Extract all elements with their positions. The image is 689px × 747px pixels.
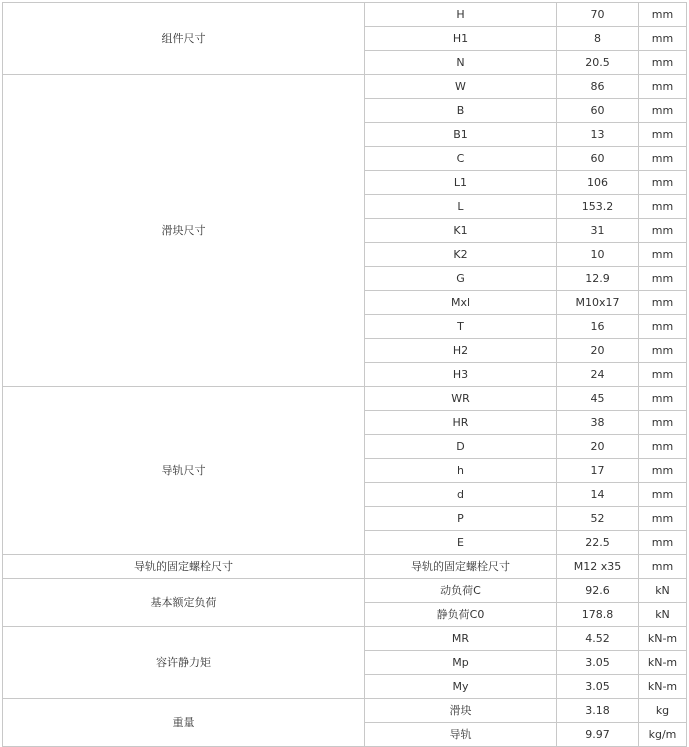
table-row xyxy=(3,579,687,603)
unit-cell: mm xyxy=(639,507,687,531)
value-cell: M10x17 xyxy=(557,291,639,315)
param-cell: B xyxy=(365,99,557,123)
table-row xyxy=(3,75,687,99)
group-label: 基本额定负荷 xyxy=(3,579,365,627)
unit-cell: mm xyxy=(639,435,687,459)
param-cell: H3 xyxy=(365,363,557,387)
unit-cell: mm xyxy=(639,555,687,579)
value-cell: 4.52 xyxy=(557,627,639,651)
param-cell: W xyxy=(365,75,557,99)
value-cell: 3.05 xyxy=(557,651,639,675)
table-row xyxy=(3,627,687,651)
param-cell: Mxl xyxy=(365,291,557,315)
param-cell: H xyxy=(365,3,557,27)
value-cell: 9.97 xyxy=(557,723,639,747)
param-cell: Mp xyxy=(365,651,557,675)
param-cell: L xyxy=(365,195,557,219)
value-cell: 52 xyxy=(557,507,639,531)
unit-cell: kN-m xyxy=(639,651,687,675)
unit-cell: mm xyxy=(639,123,687,147)
unit-cell: kN xyxy=(639,603,687,627)
unit-cell: mm xyxy=(639,267,687,291)
unit-cell: mm xyxy=(639,3,687,27)
param-cell: B1 xyxy=(365,123,557,147)
unit-cell: mm xyxy=(639,171,687,195)
value-cell: 17 xyxy=(557,459,639,483)
group-label: 重量 xyxy=(3,699,365,747)
param-cell: L1 xyxy=(365,171,557,195)
param-cell: K2 xyxy=(365,243,557,267)
param-cell: h xyxy=(365,459,557,483)
value-cell: 31 xyxy=(557,219,639,243)
value-cell: 22.5 xyxy=(557,531,639,555)
param-cell: H2 xyxy=(365,339,557,363)
param-cell: G xyxy=(365,267,557,291)
param-cell: N xyxy=(365,51,557,75)
table-row xyxy=(3,3,687,27)
value-cell: M12 x35 xyxy=(557,555,639,579)
table-row xyxy=(3,387,687,411)
value-cell: 153.2 xyxy=(557,195,639,219)
unit-cell: mm xyxy=(639,243,687,267)
param-cell: 导轨 xyxy=(365,723,557,747)
value-cell: 60 xyxy=(557,147,639,171)
unit-cell: mm xyxy=(639,531,687,555)
unit-cell: mm xyxy=(639,411,687,435)
param-cell: HR xyxy=(365,411,557,435)
spec-table-body xyxy=(3,3,687,747)
unit-cell: mm xyxy=(639,387,687,411)
unit-cell: mm xyxy=(639,363,687,387)
group-label: 容许静力矩 xyxy=(3,627,365,699)
value-cell: 86 xyxy=(557,75,639,99)
param-cell: T xyxy=(365,315,557,339)
group-label: 滑块尺寸 xyxy=(3,75,365,387)
value-cell: 10 xyxy=(557,243,639,267)
param-cell: 动负荷C xyxy=(365,579,557,603)
unit-cell: mm xyxy=(639,483,687,507)
unit-cell: mm xyxy=(639,219,687,243)
table-row xyxy=(3,555,687,579)
unit-cell: mm xyxy=(639,51,687,75)
unit-cell: kN-m xyxy=(639,675,687,699)
param-cell: 滑块 xyxy=(365,699,557,723)
param-cell: P xyxy=(365,507,557,531)
value-cell: 38 xyxy=(557,411,639,435)
param-cell: d xyxy=(365,483,557,507)
value-cell: 12.9 xyxy=(557,267,639,291)
param-cell: C xyxy=(365,147,557,171)
value-cell: 13 xyxy=(557,123,639,147)
unit-cell: mm xyxy=(639,99,687,123)
param-cell: MR xyxy=(365,627,557,651)
unit-cell: mm xyxy=(639,291,687,315)
param-cell: E xyxy=(365,531,557,555)
unit-cell: kN-m xyxy=(639,627,687,651)
param-cell: D xyxy=(365,435,557,459)
value-cell: 20 xyxy=(557,435,639,459)
param-cell: 静负荷C0 xyxy=(365,603,557,627)
unit-cell: kN xyxy=(639,579,687,603)
value-cell: 8 xyxy=(557,27,639,51)
value-cell: 3.18 xyxy=(557,699,639,723)
unit-cell: mm xyxy=(639,147,687,171)
value-cell: 20 xyxy=(557,339,639,363)
unit-cell: kg xyxy=(639,699,687,723)
value-cell: 70 xyxy=(557,3,639,27)
unit-cell: mm xyxy=(639,459,687,483)
value-cell: 16 xyxy=(557,315,639,339)
param-cell: My xyxy=(365,675,557,699)
unit-cell: mm xyxy=(639,339,687,363)
value-cell: 60 xyxy=(557,99,639,123)
unit-cell: mm xyxy=(639,27,687,51)
group-label: 导轨尺寸 xyxy=(3,387,365,555)
group-label: 组件尺寸 xyxy=(3,3,365,75)
unit-cell: mm xyxy=(639,75,687,99)
param-cell: 导轨的固定螺栓尺寸 xyxy=(365,555,557,579)
param-cell: K1 xyxy=(365,219,557,243)
group-label: 导轨的固定螺栓尺寸 xyxy=(3,555,365,579)
value-cell: 106 xyxy=(557,171,639,195)
value-cell: 24 xyxy=(557,363,639,387)
param-cell: H1 xyxy=(365,27,557,51)
value-cell: 3.05 xyxy=(557,675,639,699)
value-cell: 45 xyxy=(557,387,639,411)
value-cell: 92.6 xyxy=(557,579,639,603)
spec-table xyxy=(2,2,687,747)
value-cell: 14 xyxy=(557,483,639,507)
param-cell: WR xyxy=(365,387,557,411)
table-row xyxy=(3,699,687,723)
value-cell: 20.5 xyxy=(557,51,639,75)
unit-cell: mm xyxy=(639,315,687,339)
value-cell: 178.8 xyxy=(557,603,639,627)
unit-cell: mm xyxy=(639,195,687,219)
unit-cell: kg/m xyxy=(639,723,687,747)
